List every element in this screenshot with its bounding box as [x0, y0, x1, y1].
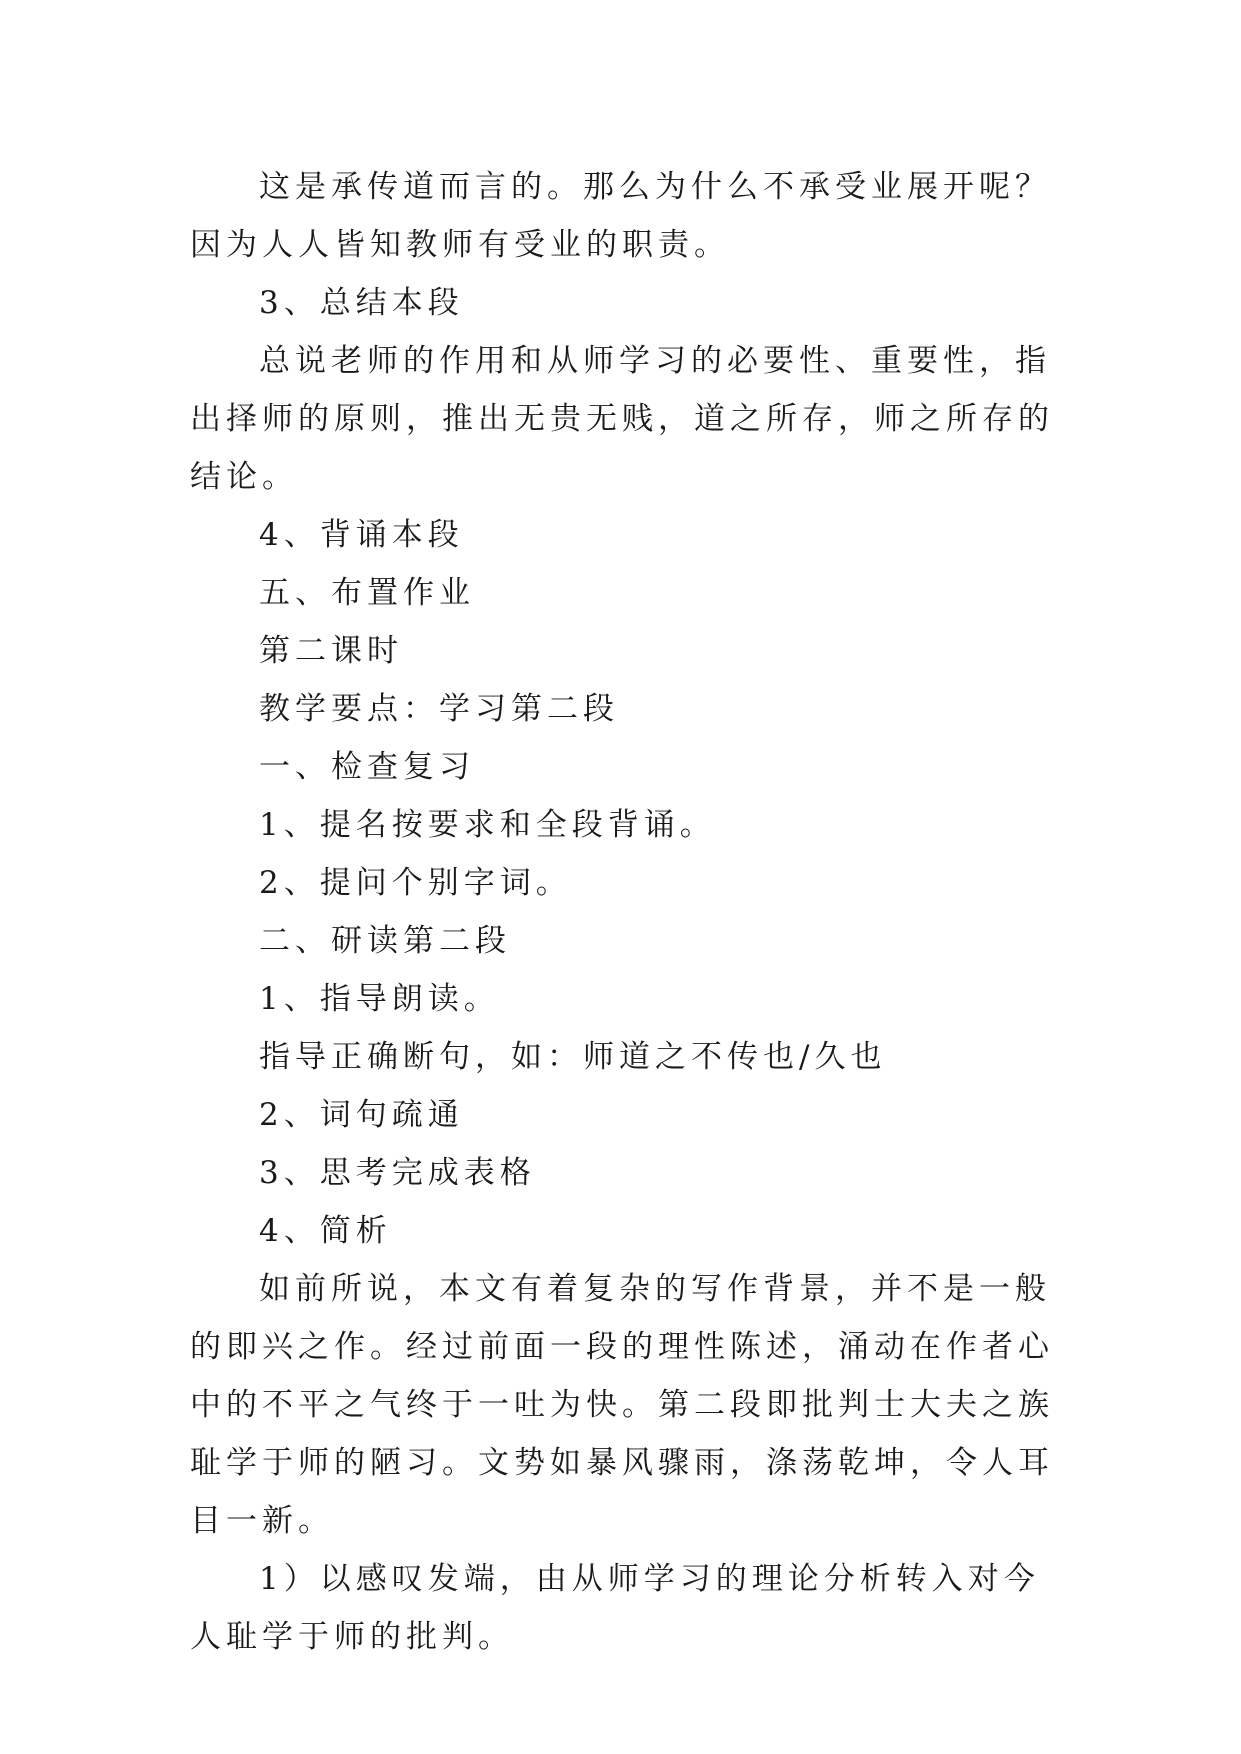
paragraph: 1、提名按要求和全段背诵。 — [259, 807, 716, 843]
paragraph: 这是承传道而言的。那么为什么不承受业展开呢？因为人人皆知教师有受业的职责。 — [190, 169, 1051, 263]
paragraph: 3、思考完成表格 — [259, 1155, 536, 1191]
paragraph: 4、背诵本段 — [259, 517, 464, 553]
paragraph: 3、总结本段 — [259, 285, 464, 321]
paragraph: 4、简析 — [259, 1213, 392, 1249]
paragraph: 教学要点：学习第二段 — [259, 691, 619, 727]
paragraph: 如前所说，本文有着复杂的写作背景，并不是一般的即兴之作。经过前面一段的理性陈述，涌动在作者心中的不平之气终于一吐为快。第二段即批判士大夫之族耻学于师的陋习。文势如暴风骤雨，涤荡乾坤，令人耳目一新。 — [190, 1271, 1054, 1539]
paragraph: 二、研读第二段 — [259, 923, 511, 959]
paragraph: 2、词句疏通 — [259, 1097, 464, 1133]
paragraph: 一、检查复习 — [259, 749, 475, 785]
paragraph: 2、提问个别字词。 — [259, 865, 572, 901]
paragraph: 五、布置作业 — [259, 575, 475, 611]
paragraph: 总说老师的作用和从师学习的必要性、重要性，指出择师的原则，推出无贵无贱，道之所存，师之所存的结论。 — [190, 343, 1054, 495]
paragraph: 1）以感叹发端，由从师学习的理论分析转入对今人耻学于师的批判。 — [190, 1561, 1040, 1655]
paragraph: 1、指导朗读。 — [259, 981, 500, 1017]
paragraph: 指导正确断句，如：师道之不传也/久也 — [259, 1039, 887, 1075]
document-body — [190, 158, 1058, 1666]
paragraph: 第二课时 — [259, 633, 403, 669]
